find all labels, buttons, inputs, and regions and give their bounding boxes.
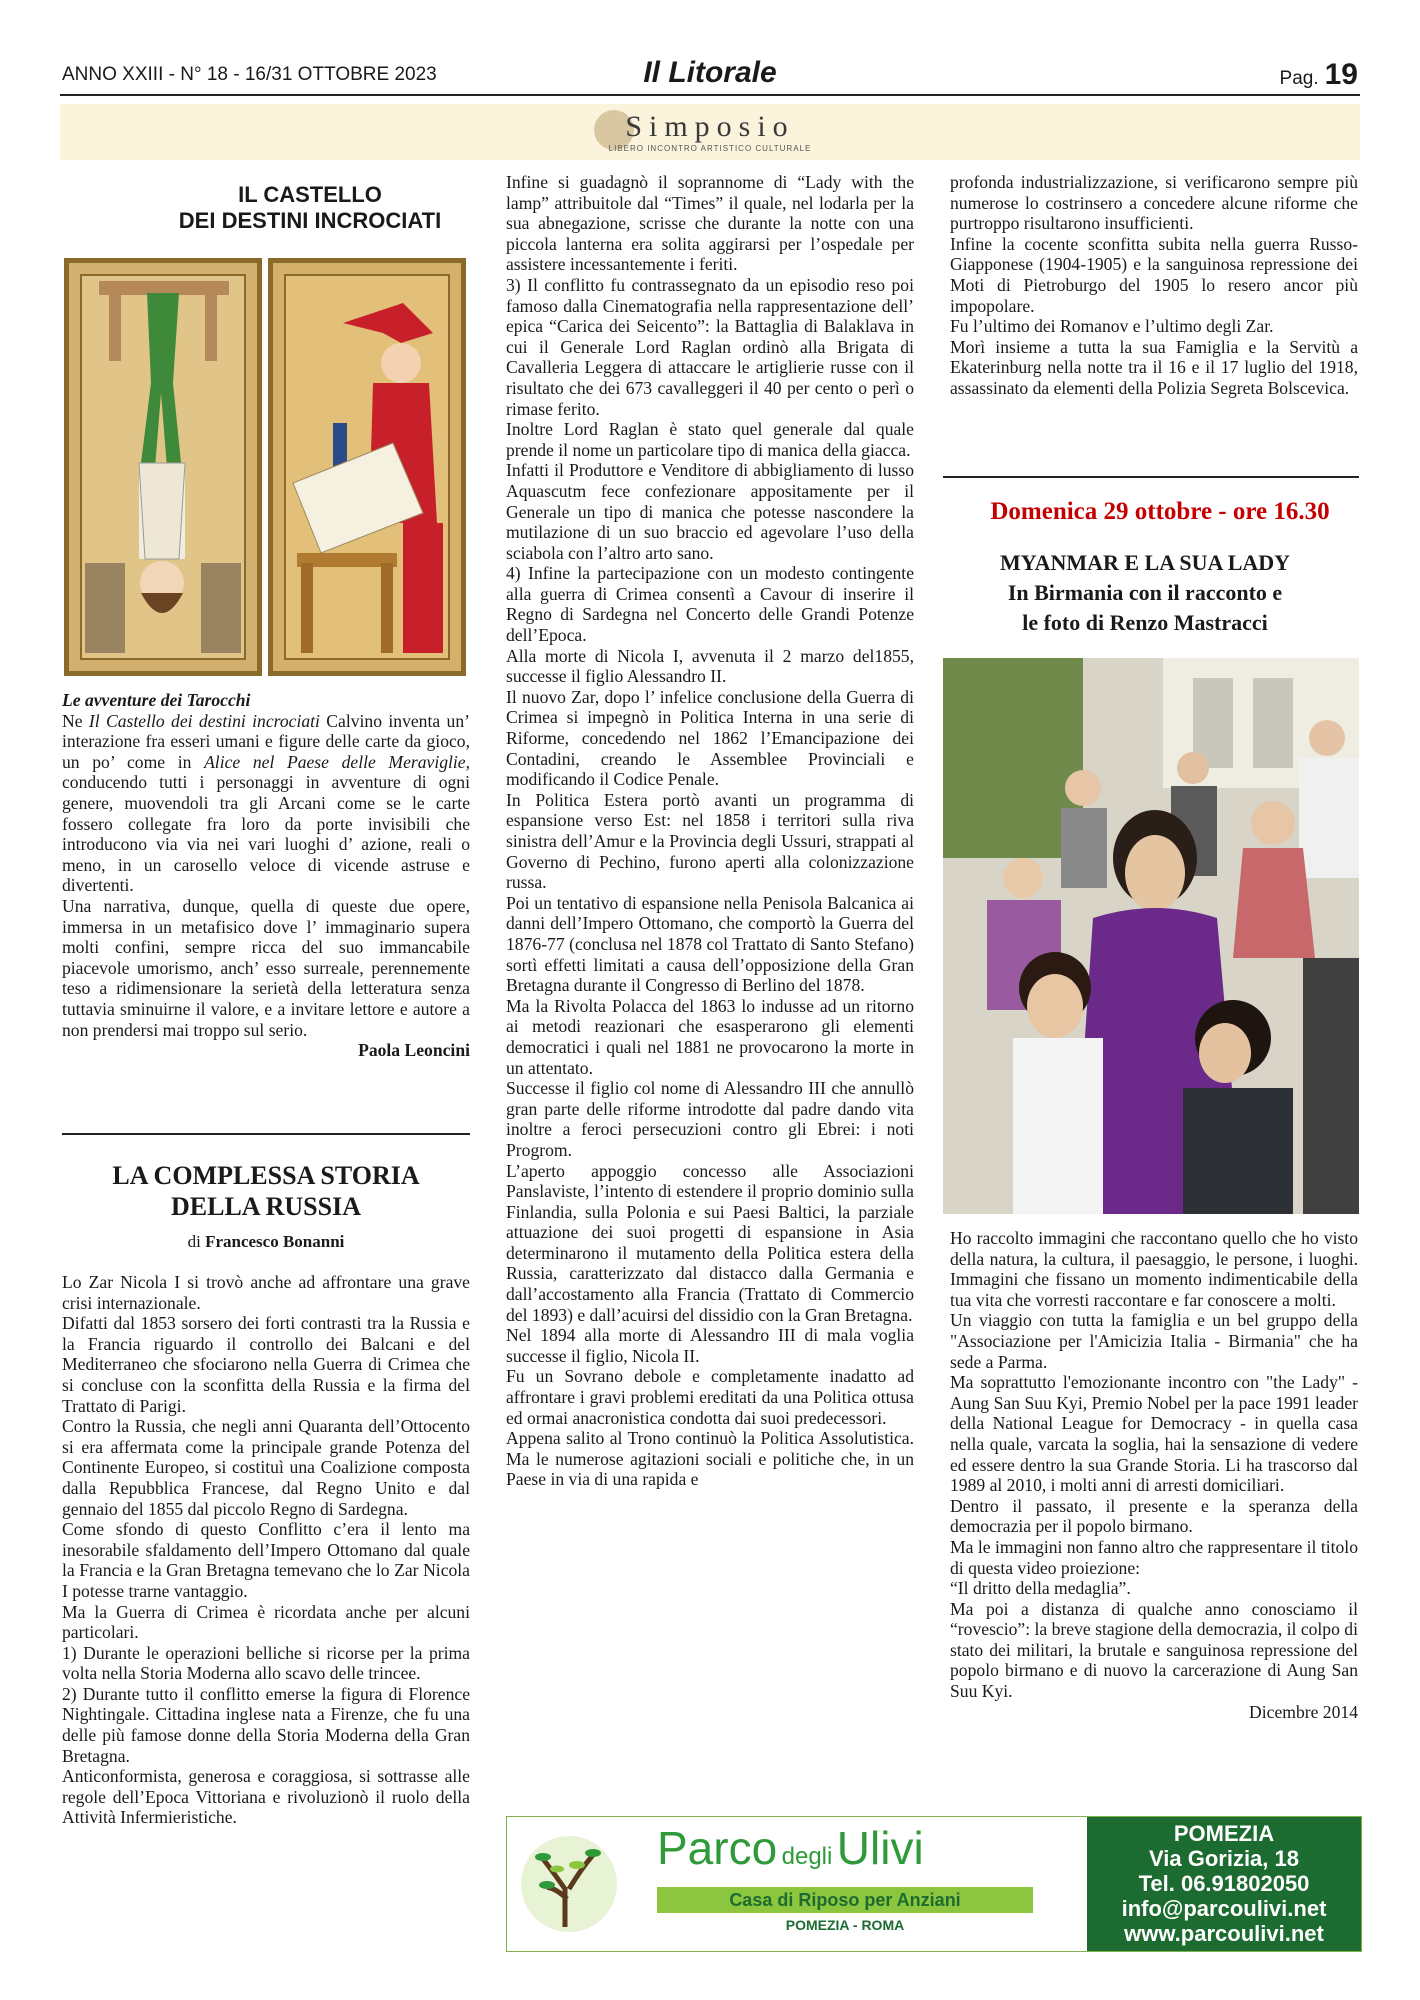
paragraph: “Il dritto della medaglia”. <box>950 1578 1131 1599</box>
paragraph: Infine si guadagnò il soprannome di “Lady with the lamp” attribuitole dal “Times” il quale, nel lodarla per la sua abnegazione, scrisse che durante la notte con una piccola lanterna era solita aggirarsi per l’ospedale per assistere incessantemente i feriti. <box>506 172 914 275</box>
ad-contact-panel <box>1087 1817 1361 1951</box>
tarot-section-title: Le avventure dei Tarocchi <box>62 690 251 710</box>
paragraph: Poi un tentativo di espansione nella Penisola Balcanica ai danni dell’Impero Ottomano, che comportò la Guerra del 1876-77 (conclusa nel 1878 col Trattato di Santo Stefano) sortì effetti limitati a causa dell’opposizione della Gran Bretagna durante il Congresso di Berlino del 1878. <box>506 892 914 996</box>
ad-brand: Parco degli Ulivi <box>657 1822 924 1874</box>
paragraph: Infine la cocente sconfitta subita nella guerra Russo-Giapponese (1904-1905) e la sanguinosa repressione dei Moti di Pietroburgo del 1905 lo resero ancor più impopolare. <box>950 233 1358 316</box>
ad-city: POMEZIA <box>1173 1821 1275 1846</box>
masthead-title: Il Litorale <box>643 56 777 89</box>
ad-tagline: Casa di Riposo per Anziani <box>657 1887 1033 1913</box>
header-rule <box>60 94 1360 96</box>
paragraph: Infatti il Produttore e Venditore di abbigliamento di lusso Aquascutm fece confezionare appositamente per il Generale un tipo di manica che potesse nascondere la mutilazione di un suo braccio ed agevolare l’uso della sciabola con l’altro arto sano. <box>506 460 914 563</box>
tarot-card-magician-image <box>268 258 466 676</box>
paragraph: Dentro il passato, il presente e la speranza della democrazia per il popolo birmano. <box>950 1495 1358 1537</box>
paragraph: In Politica Estera portò avanti un programma di espansione verso Est: nel 1858 i territori sulla riva sinistra dell’Amur e la Provincia degli Ussuri, strappati al Governo di Pechino, furono aperti alla colonizzazione russa. <box>506 789 914 893</box>
russia-title: LA COMPLESSA STORIA DELLA RUSSIA <box>112 1161 420 1221</box>
paragraph: Morì insieme a tutta la sua Famiglia e la Servitù a Ekaterinburg nella notte tra il 16 e il 17 luglio del 1918, assassinato da elementi della Polizia Segreta Bolscevica. <box>950 336 1358 398</box>
paragraph: 2) Durante tutto il conflitto emerse la figura di Florence Nightingale. Cittadina inglese nata a Firenze, che fu una delle più famose donne della Storia Moderna della Gran Bretagna. <box>62 1683 470 1766</box>
paragraph: Nel 1894 alla morte di Alessandro III di mala voglia successe il figlio, Nicola II. <box>506 1325 914 1366</box>
column-rule <box>62 1133 470 1135</box>
page-number-value: 19 <box>1324 58 1358 91</box>
tarot-article-body <box>62 690 470 1061</box>
paragraph: Come sfondo di questo Conflitto c’era il lento ma inesorabile sfaldamento dell’Impero Ottomano dal quale la Francia e la Gran Bretagna temevano che lo Zar Nicola I potesse trarne vantaggio. <box>62 1519 470 1601</box>
paragraph: Ma la Guerra di Crimea è ricordata anche per alcuni particolari. <box>62 1601 470 1643</box>
paragraph: Ma la Rivolta Polacca del 1863 lo indusse ad un ritorno ai metodi reazionari che esasperarono gli elementi democratici i quali nel 1881 ne provocarono la morte in un attentato. <box>506 995 914 1078</box>
paragraph: Successe il figlio col nome di Alessandro III che annullò gran parte delle riforme introdotte dal padre dando vita inoltre a feroci persecuzioni contro gli Ebrei: i noti Progrom. <box>506 1078 914 1160</box>
paragraph: Alla morte di Nicola I, avvenuta il 2 marzo del1855, successe il figlio Alessandro II. <box>506 645 914 687</box>
russia-column-1 <box>62 1272 470 1828</box>
paragraph: Contro la Russia, che negli anni Quaranta dell’Ottocento si era affermata come la principale grande Potenza del Continente Europeo, si costituì una Coalizione composta dalla Repubblica Francese, dal Regno Unito e dal gennaio del 1855 dal piccolo Regno di Sardegna. <box>62 1416 470 1519</box>
paragraph: Ma soprattutto l'emozionante incontro con "the Lady" - Aung San Suu Kyi, Premio Nobel per la pace 1991 leader della National League for Democracy - in quella casa nella quale, varcata la soglia, hai la sensazione di vedere ed essere dentro la sua Grande Storia. Li ha trascorso dal 1989 al 2010, i molti anni di arresti domiciliari. <box>950 1372 1358 1496</box>
tarot-title: IL CASTELLO DEI DESTINI INCROCIATI <box>178 182 442 233</box>
paragraph: Lo Zar Nicola I si trovò anche ad affrontare una grave crisi internazionale. <box>62 1272 470 1313</box>
ad-website[interactable]: www.parcoulivi.net <box>1124 1921 1324 1946</box>
issue-info: ANNO XXIII - N° 18 - 16/31 OTTOBRE 2023 <box>62 64 437 85</box>
paragraph: Un viaggio con tutta la famiglia e un bel gruppo della "Associazione per l'Amicizia Italia - Birmania" che ha sede a Parma. <box>950 1310 1358 1372</box>
event-title: MYANMAR E LA SUA LADY In Birmania con il racconto e le foto di Renzo Mastracci <box>999 550 1291 635</box>
tarot-paragraph-1: Ne Il Castello dei destini incrociati Calvino inventa un’ interazione fra esseri umani e figure delle carte da gioco, un po’ come in Alice nel Paese delle Meraviglie, conducendo tutti i personaggi in avventure di ogni genere, muovendoli tra gli Arcani come se le carte fossero collegate fra loro da porte invisibili che introducono via via nei vari luoghi d’ azione, reali o meno, in un carosello veloce di vicende astruse e divertenti. <box>62 710 471 896</box>
event-body <box>950 1228 1358 1722</box>
section-rule <box>943 476 1359 478</box>
paragraph: 3) Il conflitto fu contrassegnato da un episodio reso poi famoso dalla Cinematografia nella rappresentazione dell’ epica “Carica dei Seicento”: la Battaglia di Balaklava in cui il Generale Lord Raglan ordinò alla Brigata di Cavalleria Leggera di attaccare le artiglierie russe con il risultato che dei 673 cavalleggeri il 40 per cento o perì o rimase ferito. <box>506 274 914 419</box>
paragraph: Fu l’ultimo dei Romanov e l’ultimo degli Zar. <box>950 316 1274 337</box>
russia-column-2 <box>506 172 914 1490</box>
aung-san-suu-kyi-group-photo <box>943 658 1359 1214</box>
olive-tree-icon <box>521 1829 617 1939</box>
russia-byline: di Francesco Bonanni <box>187 1232 345 1251</box>
paragraph: Fu un Sovrano debole e completamente inadatto ad affrontare i gravi problemi ereditati da una Politica ottusa ed ormai anacronistica condotta dai suoi predecessori. <box>506 1366 914 1428</box>
page-number: Pag. 19 <box>1279 58 1358 91</box>
event-date: Domenica 29 ottobre - ore 16.30 <box>990 498 1330 525</box>
paragraph: Anticonformista, generosa e coraggiosa, si sottrasse alle regole dell’Epoca Vittoriana e rivoluzionò il ruolo della Attività Infermieristiche. <box>62 1766 470 1828</box>
paragraph: Il nuovo Zar, dopo l’ infelice conclusione della Guerra di Crimea si impegnò in Politica Interna in una serie di Riforme, concedendo nel 1862 l’Emancipazione dei Contadini, creando le Assemblee Provinciali e modificando il Codice Penale. <box>506 686 914 790</box>
paragraph: Inoltre Lord Raglan è stato quel generale dal quale prende il nome un particolare tipo di manica della giacca. <box>506 419 914 460</box>
ad-email[interactable]: info@parcoulivi.net <box>1121 1896 1327 1921</box>
paragraph: 1) Durante le operazioni belliche si ricorse per la prima volta nella Storia Moderna allo scavo delle trincee. <box>62 1642 470 1684</box>
ad-phone[interactable]: Tel. 06.91802050 <box>1138 1871 1310 1896</box>
tarot-card-hanged-man-image <box>64 258 262 676</box>
paragraph: Appena salito al Trono continuò la Politica Assolutistica. Ma le numerose agitazioni sociali e politiche che, in un Paese in via di una rapida e <box>506 1428 914 1490</box>
simposio-title: Simposio LIBERO INCONTRO ARTISTICO CULTURALE <box>608 110 812 153</box>
paragraph: Ho raccolto immagini che raccontano quello che ho visto della natura, la cultura, il paesaggio, le persone, i luoghi. Immagini che fissano un momento indimenticabile della tua vita che vorresti raccontare e far conoscere a molti. <box>950 1228 1358 1310</box>
tarot-author: Paola Leoncini <box>358 1040 470 1061</box>
paragraph: profonda industrializzazione, si verificarono sempre più numerose lo costrinsero a concedere alcune riforme che purtroppo risultarono insufficienti. <box>950 172 1358 234</box>
russia-column-3 <box>950 172 1358 399</box>
paragraph: 4) Infine la partecipazione con un modesto contingente alla guerra di Crimea consentì a Cavour di inserire il Regno di Sardegna nel Concerto delle Grandi Potenze dell’Epoca. <box>506 563 914 646</box>
event-signature: Dicembre 2014 <box>1249 1701 1358 1722</box>
paragraph: Difatti dal 1853 sorsero dei forti contrasti tra la Russia e la Francia riguardo il controllo dei Balcani e del Mediterraneo che sfociarono nella Guerra di Crimea che si concluse con la sconfitta della Russia e la firma del Trattato di Parigi. <box>62 1313 470 1416</box>
ad-locality: POMEZIA - ROMA <box>785 1917 905 1933</box>
tarot-paragraph-2: Una narrativa, dunque, quella di queste due opere, immersa in un metafisico dove l’ immaginario supera molti confini, sempre ricca del suo immancabile piacevole umorismo, anch’ esso surreale, perennemente teso a ridimensionare la serietà della letteratura senza tuttavia sminuirne il valore, e a invitare lettore e autore a non prendersi mai troppo sul serio. <box>62 895 470 1040</box>
paragraph: Ma le immagini non fanno altro che rappresentare il titolo di questa video proiezione: <box>950 1536 1358 1578</box>
parco-degli-ulivi-ad <box>506 1816 1362 1952</box>
paragraph: L’aperto appoggio concesso alle Associazioni Panslaviste, l’intento di estendere il proprio dominio sulla Finlandia, sulla Polonia e sui Paesi Baltici, la parziale attuazione dei suoi progetti di espansione in Asia determinarono il mutamento della Politica estera della Russia, caratterizzato dal distacco dalla Germania e dall’accostamento alla Francia (Trattato di Commercio del 1893) e dall’acuirsi del dissidio con la Gran Bretagna. <box>506 1160 914 1325</box>
paragraph: Ma poi a distanza di qualche anno conosciamo il “rovescio”: la breve stagione della democrazia, il colpo di stato dei militari, la brutale e sanguinosa repressione del popolo birmano e di nuovo la carcerazione di Aung San Suu Kyi. <box>950 1598 1358 1702</box>
ad-address: Via Gorizia, 18 <box>1148 1846 1299 1871</box>
